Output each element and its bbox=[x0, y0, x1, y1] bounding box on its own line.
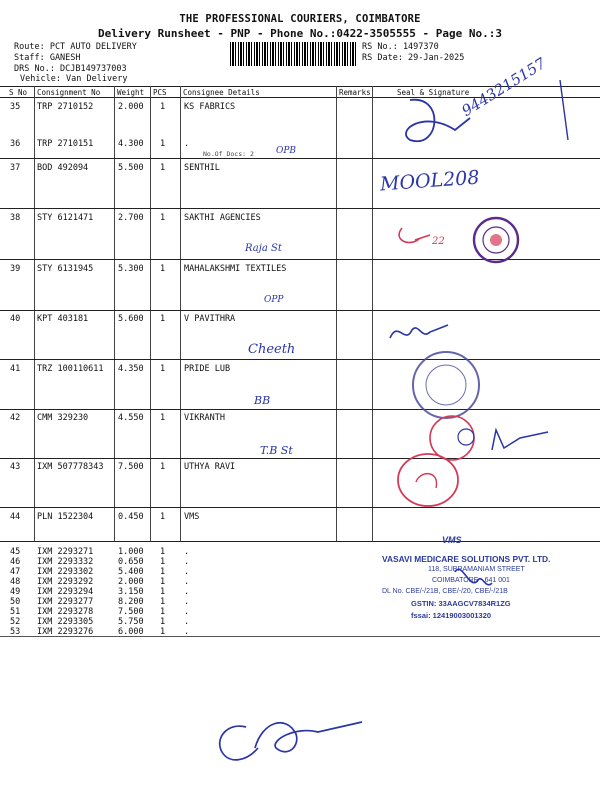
row-consignment: STY 6131945 bbox=[37, 264, 94, 274]
runsheet-subtitle: Delivery Runsheet - PNP - Phone No.:0422-3505555 - Page No.:3 bbox=[98, 27, 502, 40]
row-weight: 2.000 bbox=[118, 102, 144, 112]
col-consignee: Consignee Details bbox=[183, 88, 260, 97]
col-weight: Weight bbox=[117, 88, 145, 97]
row-pcs: 1 bbox=[160, 627, 166, 637]
row-pcs: 1 bbox=[160, 587, 166, 597]
company-title: THE PROFESSIONAL COURIERS, COIMBATORE bbox=[179, 13, 421, 25]
row-sno: 51 bbox=[10, 607, 21, 617]
row-sno: 44 bbox=[10, 512, 21, 522]
row-weight: 4.350 bbox=[118, 364, 144, 374]
row-pcs: 1 bbox=[160, 597, 166, 607]
sakthi-round-stamp bbox=[474, 218, 518, 262]
row-pcs: 1 bbox=[160, 413, 166, 423]
row-consignment: PLN 1522304 bbox=[37, 512, 94, 522]
row-weight: 5.750 bbox=[118, 617, 144, 627]
row-consignment: IXM 2293302 bbox=[37, 567, 94, 577]
barcode bbox=[230, 42, 356, 66]
row-consignment: TRP 2710152 bbox=[37, 102, 94, 112]
row-pcs: 1 bbox=[160, 139, 166, 149]
row-weight: 5.400 bbox=[118, 567, 144, 577]
row-weight: 7.500 bbox=[118, 607, 144, 617]
vms-stamp-fssai: fssai: 12419003001320 bbox=[411, 611, 492, 620]
row-consignment: IXM 2293278 bbox=[37, 607, 94, 617]
row-pcs: 1 bbox=[160, 547, 166, 557]
rs-date: RS Date: 29-Jan-2025 bbox=[362, 53, 465, 63]
col-divider bbox=[34, 86, 35, 541]
docs-count-note: No.Of Docs: 2 bbox=[203, 150, 254, 158]
row40-handnote: OPP bbox=[264, 295, 284, 305]
row-pcs: 1 bbox=[160, 567, 166, 577]
row-sno: 40 bbox=[10, 314, 21, 324]
row-consignee: . bbox=[184, 557, 190, 567]
row-pcs: 1 bbox=[160, 314, 166, 324]
row-consignment: IXM 2293332 bbox=[37, 557, 94, 567]
row-weight: 8.200 bbox=[118, 597, 144, 607]
row-pcs: 1 bbox=[160, 163, 166, 173]
row-consignee: KS FABRICS bbox=[184, 102, 236, 112]
row-consignee: UTHYA RAVI bbox=[184, 462, 236, 472]
row-consignment: IXM 2293305 bbox=[37, 617, 94, 627]
row-sno: 41 bbox=[10, 364, 21, 374]
row-consignee: . bbox=[184, 607, 190, 617]
row-consignee: SAKTHI AGENCIES bbox=[184, 213, 261, 223]
col-consignment: Consignment No bbox=[37, 88, 101, 97]
header-bottom-rule bbox=[0, 97, 600, 98]
row-pcs: 1 bbox=[160, 607, 166, 617]
vehicle-label: Vehicle: Van Delivery bbox=[20, 74, 128, 84]
row-consignee: . bbox=[184, 547, 190, 557]
row-pcs: 1 bbox=[160, 512, 166, 522]
row-weight: 2.000 bbox=[118, 577, 144, 587]
vms-stamp-gstin: GSTIN: 33AAGCV7834R1ZG bbox=[411, 599, 511, 608]
row35-signature-phone: 9443215157 bbox=[458, 54, 549, 120]
row-pcs: 1 bbox=[160, 462, 166, 472]
row-consignment: CMM 329230 bbox=[37, 413, 89, 423]
row42-red-ring bbox=[430, 416, 474, 460]
row42-blue-ring bbox=[458, 429, 474, 445]
row-rule bbox=[0, 310, 600, 311]
row-consignee: . bbox=[184, 577, 190, 587]
row-pcs: 1 bbox=[160, 577, 166, 587]
route-label: Route: PCT AUTO DELIVERY bbox=[14, 42, 137, 52]
row-sno: 35 bbox=[10, 102, 21, 112]
col-sno: S No bbox=[9, 88, 28, 97]
row-pcs: 1 bbox=[160, 557, 166, 567]
row-sno: 38 bbox=[10, 213, 21, 223]
row-rule bbox=[0, 158, 600, 159]
row-consignment: BOD 492094 bbox=[37, 163, 89, 173]
row-sno: 49 bbox=[10, 587, 21, 597]
row-weight: 1.000 bbox=[118, 547, 144, 557]
col-divider bbox=[372, 86, 373, 541]
row38-stamp-number: 22 bbox=[432, 236, 445, 247]
row-consignee: . bbox=[184, 597, 190, 607]
row-rule bbox=[0, 507, 600, 508]
row-sno: 47 bbox=[10, 567, 21, 577]
drs-number: DRS No.: DCJB149737003 bbox=[14, 64, 127, 74]
row-sno: 50 bbox=[10, 597, 21, 607]
sakthi-round-stamp-inner bbox=[483, 227, 509, 253]
row38-handnote: Raja St bbox=[245, 243, 282, 254]
row35-signature-stroke bbox=[560, 80, 568, 140]
row37-signature: MOOL208 bbox=[379, 166, 481, 196]
col-divider bbox=[180, 86, 181, 541]
row-consignee: VMS bbox=[184, 512, 200, 522]
row-consignee: . bbox=[184, 617, 190, 627]
vms-stamp-dl: DL No. CBE/-/21B, CBE/-/20, CBE/-/21B bbox=[382, 588, 508, 595]
row-consignee: MAHALAKSHMI TEXTILES bbox=[184, 264, 287, 274]
row-consignee: . bbox=[184, 139, 190, 149]
row-sno: 45 bbox=[10, 547, 21, 557]
row38-red-scribble bbox=[399, 228, 430, 243]
row-weight: 0.650 bbox=[118, 557, 144, 567]
row-pcs: 1 bbox=[160, 102, 166, 112]
row-rule bbox=[0, 409, 600, 410]
bottom-signature-flourish bbox=[255, 722, 362, 752]
row-weight: 6.000 bbox=[118, 627, 144, 637]
row-consignment: TRZ 100110611 bbox=[37, 364, 104, 374]
col-remarks: Remarks bbox=[339, 88, 371, 97]
row-sno: 42 bbox=[10, 413, 21, 423]
row-consignment: KPT 403181 bbox=[37, 314, 89, 324]
row41-handnote: Cheeth bbox=[248, 342, 296, 357]
row-weight: 5.500 bbox=[118, 163, 144, 173]
col-divider bbox=[114, 86, 115, 541]
row43-red-scribble bbox=[416, 474, 437, 488]
row-sno: 52 bbox=[10, 617, 21, 627]
row-consignment: IXM 2293271 bbox=[37, 547, 94, 557]
col-pcs: PCS bbox=[153, 88, 167, 97]
row-consignment: IXM 2293277 bbox=[37, 597, 94, 607]
row-weight: 3.150 bbox=[118, 587, 144, 597]
row40-signature bbox=[390, 325, 448, 338]
row-pcs: 1 bbox=[160, 617, 166, 627]
row-consignee: SENTHIL bbox=[184, 163, 220, 173]
vms-stamp-address: 118, SUBRAMANIAM STREET bbox=[428, 566, 525, 573]
row-consignment: IXM 2293294 bbox=[37, 587, 94, 597]
row-consignment: IXM 2293292 bbox=[37, 577, 94, 587]
row-consignee: V PAVITHRA bbox=[184, 314, 236, 324]
row-sno: 48 bbox=[10, 577, 21, 587]
vms-stamp-city: COIMBATORE - 641 001 bbox=[432, 577, 510, 584]
row-rule bbox=[0, 359, 600, 360]
row-sno: 39 bbox=[10, 264, 21, 274]
row-consignee: VIKRANTH bbox=[184, 413, 225, 423]
row42-signature bbox=[492, 430, 548, 450]
row-weight: 2.700 bbox=[118, 213, 144, 223]
row-weight: 4.550 bbox=[118, 413, 144, 423]
row43-handnote: T.B St bbox=[260, 444, 293, 457]
col-divider bbox=[336, 86, 337, 541]
row-consignee: . bbox=[184, 627, 190, 637]
row-consignee: . bbox=[184, 567, 190, 577]
row-pcs: 1 bbox=[160, 364, 166, 374]
row-pcs: 1 bbox=[160, 213, 166, 223]
row-rule bbox=[0, 259, 600, 260]
row-consignee: . bbox=[184, 587, 190, 597]
row-sno: 37 bbox=[10, 163, 21, 173]
lubricants-round-stamp-inner bbox=[426, 365, 466, 405]
rs-number: RS No.: 1497370 bbox=[362, 42, 439, 52]
staff-label: Staff: GANESH bbox=[14, 53, 81, 63]
row-consignment: TRP 2710151 bbox=[37, 139, 94, 149]
row-rule bbox=[0, 458, 600, 459]
row-pcs: 1 bbox=[160, 264, 166, 274]
vms-stamp-name: VASAVI MEDICARE SOLUTIONS PVT. LTD. bbox=[382, 554, 551, 564]
bottom-signature-s bbox=[220, 726, 258, 760]
row-rule bbox=[0, 541, 600, 542]
row-consignment: STY 6121471 bbox=[37, 213, 94, 223]
row36-handnote: OPB bbox=[276, 146, 297, 156]
row-weight: 7.500 bbox=[118, 462, 144, 472]
row-consignment: IXM 2293276 bbox=[37, 627, 94, 637]
row-consignment: IXM 507778343 bbox=[37, 462, 104, 472]
col-seal: Seal & Signature bbox=[397, 88, 470, 97]
row-weight: 0.450 bbox=[118, 512, 144, 522]
row-weight: 5.300 bbox=[118, 264, 144, 274]
row-sno: 46 bbox=[10, 557, 21, 567]
row-weight: 5.600 bbox=[118, 314, 144, 324]
row-sno: 43 bbox=[10, 462, 21, 472]
row-sno: 36 bbox=[10, 139, 21, 149]
row-sno: 53 bbox=[10, 627, 21, 637]
row-consignee: PRIDE LUB bbox=[184, 364, 231, 374]
sakthi-round-stamp-center bbox=[490, 234, 502, 246]
row-rule bbox=[0, 208, 600, 209]
row42-handnote: BB bbox=[254, 394, 271, 407]
row-weight: 4.300 bbox=[118, 139, 144, 149]
vms-stamp-logo: VMS bbox=[442, 535, 462, 545]
row43-red-circle bbox=[398, 454, 458, 506]
col-divider bbox=[150, 86, 151, 541]
